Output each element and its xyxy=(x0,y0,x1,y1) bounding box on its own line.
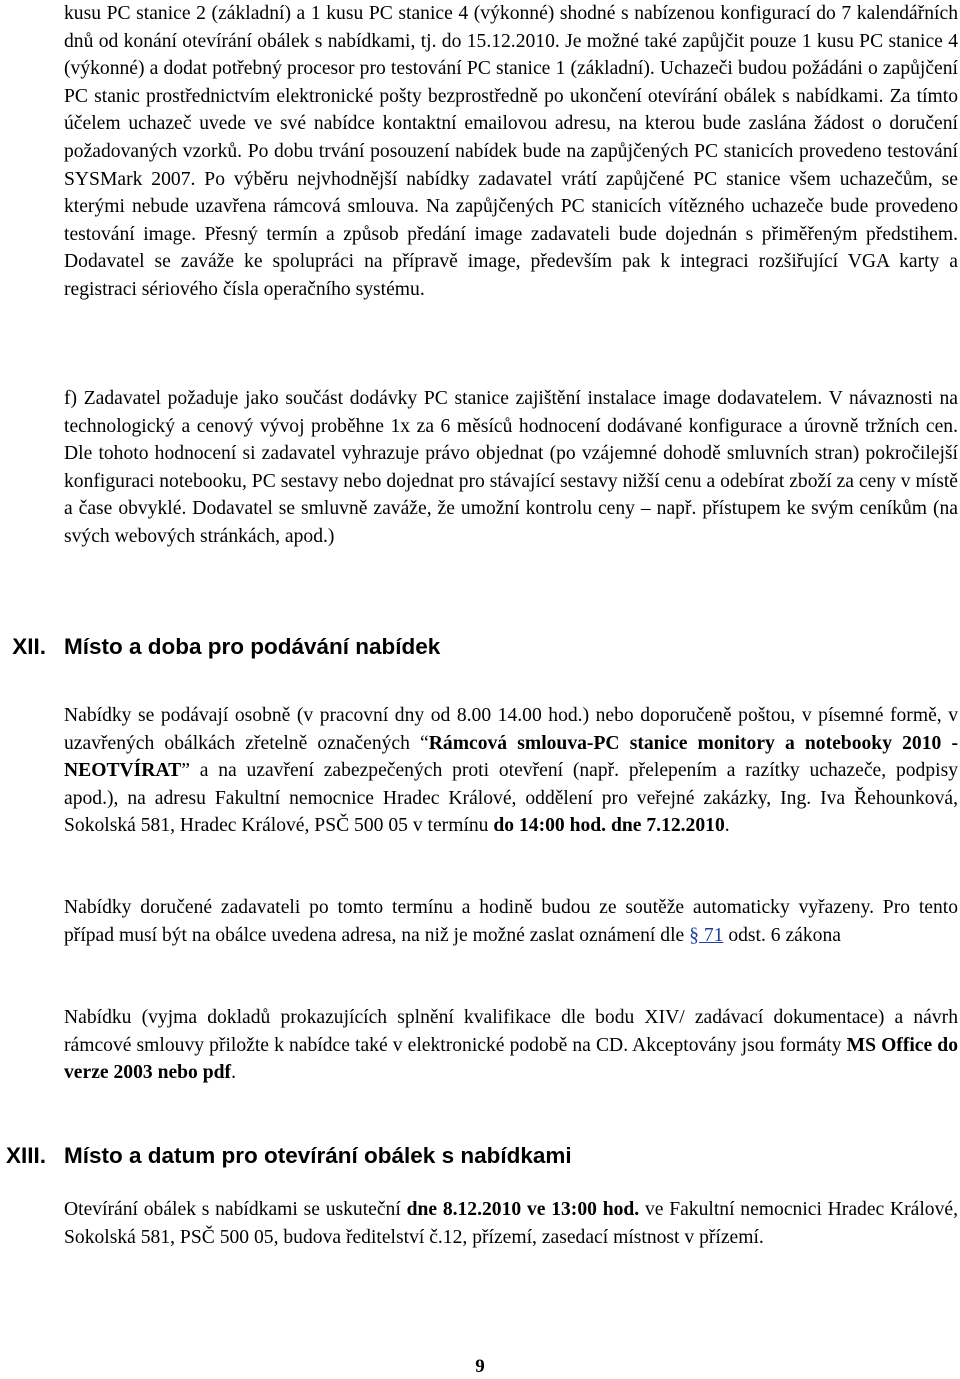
section-number: XIII. xyxy=(5,1143,46,1168)
paragraph-sample-loan xyxy=(64,0,958,304)
law-section-link[interactable]: § 71 xyxy=(689,924,724,946)
section-number: XII. xyxy=(12,634,46,659)
paragraph-late-offers xyxy=(64,894,958,949)
paragraph-submission xyxy=(64,702,958,840)
paragraph-text: . xyxy=(231,1062,236,1084)
paragraph-text: Nabídky doručené zadavateli po tomto termínu a hodině budou ze soutěže automaticky vyřazeny. Pro tento případ musí být na obálce uvedena adresa, na niž je možné zaslat oznámení dle xyxy=(64,897,958,946)
page-number: 9 xyxy=(475,1356,485,1377)
paragraph-text: f) Zadavatel požaduje jako součást dodávky PC stanice zajištění instalace image dodavatelem. V návaznosti na technologický a cenový vývoj proběhne 1x za 6 měsíců hodnocení dodávané konfigurace a úrovně tržních cen. Dle tohoto hodnocení si zadavatel vyhrazuje právo objednat (po vzájemné dohodě smluvních stran) pokročilejší konfiguraci notebooku, PC sestavy nebo dojednat pro stávající sestavy nižší cenu a odebírat zboží za ceny v místě a čase obvyklé. Dodavatel se smluvně zaváže, že umožní kontrolu ceny – např. přístupem ke svým ceníkům (na svých webových stránkách, apod.) xyxy=(64,388,958,547)
paragraph-text: . xyxy=(724,815,730,837)
paragraph-text: kusu PC stanice 2 (základní) a 1 kusu PC stanice 4 (výkonné) shodné s nabízenou konfigurací do 7 kalendářních dnů od konání otevírání obálek s nabídkami, tj. do 15.12.2010. Je možné také zapůjčit pouze 1 kusu PC stanice 4 (výkonné) a dodat potřebný procesor pro testování PC stanice 1 (základní). Uchazeči budou požádáni o zapůjčení PC stanic prostřednictvím elektronické pošty bezprostředně po ukončení otevírání obálek s nabídkami. Za tímto účelem uchazeč uvede ve své nabídce kontaktní emailovou adresu, na kterou bude zaslána žádost o doručení požadovaných vzorků. Po dobu trvání posouzení nabídek bude na zapůjčených PC stanicích provedeno testování SYSMark 2007. Po výběru nejvhodnější nabídky zadavatel vrátí zapůjčené PC stanice všem uchazečům, se kterými nebude uzavřena rámcová smlouva. Na zapůjčených PC stanicích vítězného uchazeče bude provedeno testování image. Přesný termín a způsob předání image zadavateli bude dojednán s přiměřeným předstihem. Dodavatel se zaváže ke spolupráci na přípravě image, především pak k integraci rozšiřující VGA karty a registraci sériového čísla operačního systému. xyxy=(64,3,958,300)
accepted-formats: MS Office do verze 2003 nebo pdf xyxy=(64,1034,958,1084)
paragraph-image-installation xyxy=(64,385,958,551)
opening-date: dne 8.12.2010 ve 13:00 hod. xyxy=(406,1199,640,1220)
paragraph-text: Nabídku (vyjma dokladů prokazujících splnění kvalifikace dle bodu XIV/ zadávací dokumentace) a návrh rámcové smlouvy přiložte k nabídce také v elektronické podobě na CD. Akceptovány jsou formáty xyxy=(64,1007,958,1056)
paragraph-text: Otevírání obálek s nabídkami se uskuteční xyxy=(64,1199,407,1220)
paragraph-text: odst. 6 zákona xyxy=(723,924,841,946)
section-heading-xiii xyxy=(0,1143,960,1177)
section-heading-xii xyxy=(0,634,960,668)
paragraph-opening xyxy=(64,1196,958,1251)
submission-deadline: do 14:00 hod. dne 7.12.2010 xyxy=(493,815,725,837)
section-title: Místo a doba pro podávání nabídek xyxy=(64,634,441,659)
paragraph-electronic-copy xyxy=(64,1004,958,1087)
paragraph-text: Nabídky se podávají osobně (v pracovní dny od 8.00 14.00 hod.) nebo doporučeně poštou, v písemné formě, v uzavřených obálkách zřetelně označených “ xyxy=(64,705,958,754)
section-title: Místo a datum pro otevírání obálek s nabídkami xyxy=(64,1143,572,1168)
paragraph-text: ” a na uzavření zabezpečených proti otevření (např. přelepením a razítky uchazeče, podpisy apod.), na adresu Fakultní nemocnice Hradec Králové, oddělení pro veřejné zakázky, Ing. Iva Řehounková, Sokolská 581, Hradec Králové, PSČ 500 05 v termínu xyxy=(64,760,958,837)
envelope-marking: Rámcová smlouva-PC stanice monitory a notebooky 2010 -NEOTVÍRAT xyxy=(64,732,958,782)
paragraph-text: ve Fakultní nemocnici Hradec Králové, Sokolská 581, PSČ 500 05, budova ředitelství č.12, přízemí, zasedací místnost v přízemí. xyxy=(64,1199,958,1248)
